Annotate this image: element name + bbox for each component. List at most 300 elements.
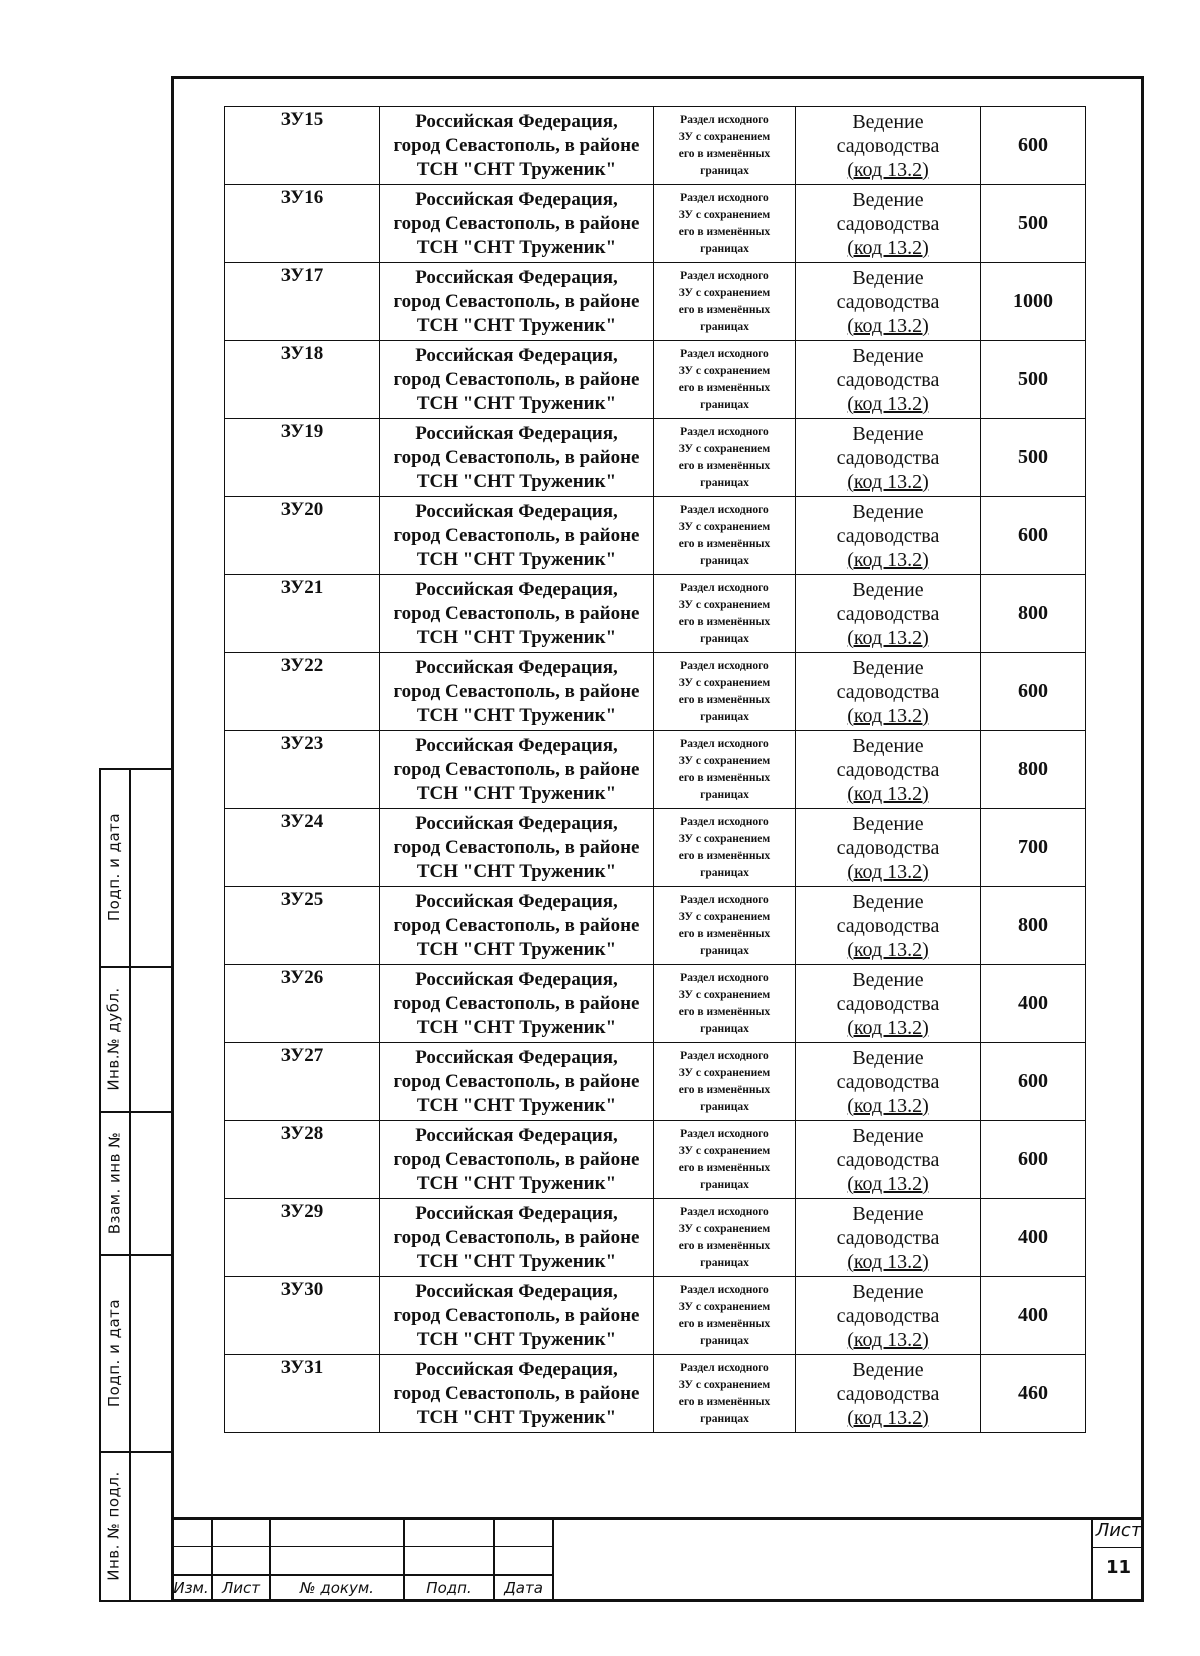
data-label: Дата [504, 1579, 543, 1597]
area-line-1: 500 [1018, 368, 1048, 390]
permitted-use-line-2: садоводства [836, 368, 940, 391]
plot-id-cell [225, 1121, 380, 1199]
formation-type-line-4: границах [700, 1178, 749, 1191]
area-line-1: 1000 [1013, 290, 1053, 312]
permitted-use-line-3: (код 13.2) [847, 938, 929, 961]
address-cell [380, 107, 654, 185]
address-line-2: город Севастополь, в районе [393, 1226, 640, 1248]
title-block [171, 1517, 1144, 1602]
formation-type-cell [654, 185, 796, 263]
permitted-use-line-3: (код 13.2) [847, 860, 929, 883]
formation-type-line-2: ЗУ с сохранением [678, 1066, 771, 1079]
address-line-1: Российская Федерация, [415, 890, 618, 912]
address-line-1: Российская Федерация, [415, 266, 618, 288]
address-cell [380, 1277, 654, 1355]
formation-type-cell [654, 107, 796, 185]
permitted-use-cell [796, 809, 981, 887]
address-line-1: Российская Федерация, [415, 188, 618, 210]
address-cell [380, 887, 654, 965]
address-line-1: Российская Федерация, [415, 500, 618, 522]
permitted-use-line-1: Ведение [852, 1202, 924, 1225]
formation-type-line-3: его в изменённых [678, 303, 771, 316]
area-line-1: 460 [1018, 1382, 1048, 1404]
address-line-2: город Севастополь, в районе [393, 602, 640, 624]
permitted-use-line-2: садоводства [836, 680, 940, 703]
plot-id-cell [225, 107, 380, 185]
formation-type-line-4: границах [700, 242, 749, 255]
address-line-3: ТСН "СНТ Труженик" [416, 1094, 617, 1116]
permitted-use-line-3: (код 13.2) [847, 1094, 929, 1117]
table-row [225, 731, 1086, 809]
area-cell [981, 419, 1086, 497]
table-row [225, 1277, 1086, 1355]
plot-id-cell [225, 731, 380, 809]
plot-id-cell [225, 497, 380, 575]
address-line-2: город Севастополь, в районе [393, 680, 640, 702]
permitted-use-line-2: садоводства [836, 914, 940, 937]
side-label-podp-data-bottom: Подп. и дата [105, 1298, 123, 1407]
permitted-use-line-1: Ведение [852, 578, 924, 601]
plot-id-line-1: ЗУ16 [280, 187, 324, 208]
address-line-3: ТСН "СНТ Труженик" [416, 782, 617, 804]
formation-type-line-1: Раздел исходного [680, 1127, 769, 1140]
address-line-3: ТСН "СНТ Труженик" [416, 314, 617, 336]
permitted-use-line-3: (код 13.2) [847, 158, 929, 181]
permitted-use-cell [796, 1277, 981, 1355]
formation-type-cell [654, 887, 796, 965]
permitted-use-line-2: садоводства [836, 1148, 940, 1171]
address-line-1: Российская Федерация, [415, 968, 618, 990]
address-line-3: ТСН "СНТ Труженик" [416, 1016, 617, 1038]
formation-type-line-3: его в изменённых [678, 849, 771, 862]
address-line-3: ТСН "СНТ Труженик" [416, 860, 617, 882]
formation-type-cell [654, 263, 796, 341]
plot-id-line-1: ЗУ31 [280, 1357, 324, 1378]
permitted-use-line-1: Ведение [852, 812, 924, 835]
area-cell [981, 1199, 1086, 1277]
area-line-1: 400 [1018, 992, 1048, 1014]
area-cell [981, 809, 1086, 887]
formation-type-line-3: его в изменённых [678, 1161, 771, 1174]
formation-type-line-3: его в изменённых [678, 537, 771, 550]
address-line-3: ТСН "СНТ Труженик" [416, 236, 617, 258]
table-row [225, 263, 1086, 341]
formation-type-line-3: его в изменённых [678, 615, 771, 628]
formation-type-line-4: границах [700, 1100, 749, 1113]
address-line-2: город Севастополь, в районе [393, 446, 640, 468]
plot-id-cell [225, 263, 380, 341]
permitted-use-cell [796, 419, 981, 497]
address-cell [380, 185, 654, 263]
formation-type-cell [654, 341, 796, 419]
formation-type-line-3: его в изменённых [678, 1395, 771, 1408]
address-cell [380, 263, 654, 341]
address-cell [380, 1121, 654, 1199]
formation-type-line-2: ЗУ с сохранением [678, 1222, 771, 1235]
permitted-use-line-2: садоводства [836, 1382, 940, 1405]
formation-type-line-2: ЗУ с сохранением [678, 988, 771, 1001]
formation-type-line-3: его в изменённых [678, 1005, 771, 1018]
side-label-podp-data-top: Подп. и дата [105, 812, 123, 922]
formation-type-line-1: Раздел исходного [680, 503, 769, 516]
area-cell [981, 185, 1086, 263]
formation-type-line-3: его в изменённых [678, 771, 771, 784]
address-line-3: ТСН "СНТ Труженик" [416, 704, 617, 726]
permitted-use-line-2: садоводства [836, 1226, 940, 1249]
address-line-2: город Севастополь, в районе [393, 134, 640, 156]
plot-id-cell [225, 965, 380, 1043]
permitted-use-line-2: садоводства [836, 1304, 940, 1327]
permitted-use-line-1: Ведение [852, 344, 924, 367]
formation-type-line-2: ЗУ с сохранением [678, 442, 771, 455]
formation-type-line-2: ЗУ с сохранением [678, 676, 771, 689]
address-line-2: город Севастополь, в районе [393, 290, 640, 312]
plot-id-cell [225, 1043, 380, 1121]
side-stamp [99, 768, 171, 1602]
address-line-1: Российская Федерация, [415, 344, 618, 366]
permitted-use-line-3: (код 13.2) [847, 1328, 929, 1351]
permitted-use-line-1: Ведение [852, 968, 924, 991]
area-cell [981, 497, 1086, 575]
plot-id-line-1: ЗУ22 [280, 655, 324, 676]
address-line-3: ТСН "СНТ Труженик" [416, 938, 617, 960]
permitted-use-line-3: (код 13.2) [847, 314, 929, 337]
formation-type-cell [654, 1277, 796, 1355]
permitted-use-line-3: (код 13.2) [847, 548, 929, 571]
formation-type-line-3: его в изменённых [678, 1083, 771, 1096]
address-cell [380, 341, 654, 419]
address-cell [380, 1355, 654, 1433]
area-cell [981, 1043, 1086, 1121]
address-line-1: Российская Федерация, [415, 422, 618, 444]
address-line-2: город Севастополь, в районе [393, 836, 640, 858]
plot-id-line-1: ЗУ17 [280, 265, 324, 286]
address-cell [380, 653, 654, 731]
formation-type-line-1: Раздел исходного [680, 815, 769, 828]
permitted-use-line-3: (код 13.2) [847, 1016, 929, 1039]
side-label-inv-dubl: Инв.№ дубл. [105, 986, 124, 1091]
table-row [225, 1199, 1086, 1277]
formation-type-line-4: границах [700, 866, 749, 879]
permitted-use-line-1: Ведение [852, 1046, 924, 1069]
permitted-use-line-3: (код 13.2) [847, 236, 929, 259]
permitted-use-line-3: (код 13.2) [847, 782, 929, 805]
permitted-use-line-2: садоводства [836, 446, 940, 469]
plot-id-cell [225, 1277, 380, 1355]
formation-type-line-1: Раздел исходного [680, 1361, 769, 1374]
plot-id-line-1: ЗУ26 [280, 967, 324, 988]
formation-type-line-1: Раздел исходного [680, 1205, 769, 1218]
area-line-1: 600 [1018, 680, 1048, 702]
address-line-3: ТСН "СНТ Труженик" [416, 392, 617, 414]
table-row [225, 965, 1086, 1043]
permitted-use-line-3: (код 13.2) [847, 704, 929, 727]
address-line-3: ТСН "СНТ Труженик" [416, 470, 617, 492]
permitted-use-line-2: садоводства [836, 1070, 940, 1093]
formation-type-line-1: Раздел исходного [680, 269, 769, 282]
formation-type-line-2: ЗУ с сохранением [678, 1378, 771, 1391]
permitted-use-cell [796, 575, 981, 653]
formation-type-line-1: Раздел исходного [680, 659, 769, 672]
formation-type-line-3: его в изменённых [678, 225, 771, 238]
podp-label: Подп. [426, 1579, 472, 1597]
formation-type-line-1: Раздел исходного [680, 1283, 769, 1296]
table-row [225, 809, 1086, 887]
formation-type-line-4: границах [700, 1412, 749, 1425]
formation-type-line-1: Раздел исходного [680, 425, 769, 438]
permitted-use-cell [796, 1355, 981, 1433]
formation-type-line-3: его в изменённых [678, 1317, 771, 1330]
formation-type-line-1: Раздел исходного [680, 113, 769, 126]
plot-id-line-1: ЗУ20 [280, 499, 324, 520]
formation-type-cell [654, 1199, 796, 1277]
plot-id-cell [225, 1355, 380, 1433]
address-line-2: город Севастополь, в районе [393, 1148, 640, 1170]
permitted-use-line-2: садоводства [836, 212, 940, 235]
area-cell [981, 653, 1086, 731]
formation-type-line-4: границах [700, 1334, 749, 1347]
plot-id-line-1: ЗУ30 [280, 1279, 324, 1300]
permitted-use-line-3: (код 13.2) [847, 626, 929, 649]
address-line-2: город Севастополь, в районе [393, 524, 640, 546]
address-line-2: город Севастополь, в районе [393, 992, 640, 1014]
formation-type-line-2: ЗУ с сохранением [678, 754, 771, 767]
plot-id-cell [225, 341, 380, 419]
plot-id-line-1: ЗУ28 [280, 1123, 324, 1144]
permitted-use-cell [796, 887, 981, 965]
formation-type-line-4: границах [700, 554, 749, 567]
address-line-2: город Севастополь, в районе [393, 1070, 640, 1092]
permitted-use-line-2: садоводства [836, 836, 940, 859]
formation-type-line-4: границах [700, 632, 749, 645]
plot-id-line-1: ЗУ18 [280, 343, 324, 364]
formation-type-line-4: границах [700, 398, 749, 411]
formation-type-line-1: Раздел исходного [680, 191, 769, 204]
permitted-use-line-1: Ведение [852, 1124, 924, 1147]
plot-id-line-1: ЗУ27 [280, 1045, 324, 1066]
area-line-1: 500 [1018, 212, 1048, 234]
area-line-1: 600 [1018, 134, 1048, 156]
formation-type-line-2: ЗУ с сохранением [678, 1300, 771, 1313]
permitted-use-cell [796, 1199, 981, 1277]
plot-id-cell [225, 419, 380, 497]
area-cell [981, 1121, 1086, 1199]
address-line-2: город Севастополь, в районе [393, 1382, 640, 1404]
address-line-1: Российская Федерация, [415, 734, 618, 756]
formation-type-line-4: границах [700, 788, 749, 801]
area-cell [981, 107, 1086, 185]
address-line-1: Российская Федерация, [415, 1280, 618, 1302]
formation-type-cell [654, 1043, 796, 1121]
formation-type-line-1: Раздел исходного [680, 971, 769, 984]
permitted-use-line-2: садоводства [836, 602, 940, 625]
address-line-2: город Севастополь, в районе [393, 758, 640, 780]
address-cell [380, 1199, 654, 1277]
formation-type-line-2: ЗУ с сохранением [678, 520, 771, 533]
formation-type-line-4: границах [700, 1022, 749, 1035]
formation-type-line-3: его в изменённых [678, 693, 771, 706]
table-row [225, 185, 1086, 263]
address-line-1: Российская Федерация, [415, 1202, 618, 1224]
formation-type-line-3: его в изменённых [678, 459, 771, 472]
formation-type-cell [654, 1355, 796, 1433]
formation-type-line-2: ЗУ с сохранением [678, 832, 771, 845]
sheet-label: Лист [1095, 1520, 1142, 1541]
table-row [225, 341, 1086, 419]
address-cell [380, 731, 654, 809]
area-cell [981, 1355, 1086, 1433]
formation-type-line-4: границах [700, 476, 749, 489]
plot-id-line-1: ЗУ24 [280, 811, 324, 832]
permitted-use-line-3: (код 13.2) [847, 1250, 929, 1273]
formation-type-cell [654, 731, 796, 809]
formation-type-line-2: ЗУ с сохранением [678, 364, 771, 377]
address-line-1: Российская Федерация, [415, 656, 618, 678]
address-line-3: ТСН "СНТ Труженик" [416, 1172, 617, 1194]
formation-type-line-1: Раздел исходного [680, 1049, 769, 1062]
address-cell [380, 1043, 654, 1121]
plot-id-cell [225, 809, 380, 887]
area-cell [981, 263, 1086, 341]
table-row [225, 419, 1086, 497]
address-cell [380, 575, 654, 653]
plot-id-cell [225, 185, 380, 263]
permitted-use-cell [796, 263, 981, 341]
plot-id-line-1: ЗУ25 [280, 889, 324, 910]
formation-type-line-2: ЗУ с сохранением [678, 598, 771, 611]
formation-type-line-1: Раздел исходного [680, 893, 769, 906]
formation-type-line-4: границах [700, 1256, 749, 1269]
permitted-use-line-3: (код 13.2) [847, 392, 929, 415]
list-label: Лист [221, 1579, 260, 1597]
formation-type-cell [654, 1121, 796, 1199]
plot-id-cell [225, 575, 380, 653]
address-cell [380, 497, 654, 575]
permitted-use-cell [796, 1043, 981, 1121]
plot-id-line-1: ЗУ29 [280, 1201, 324, 1222]
permitted-use-line-1: Ведение [852, 500, 924, 523]
address-line-1: Российская Федерация, [415, 1124, 618, 1146]
formation-type-line-3: его в изменённых [678, 147, 771, 160]
permitted-use-line-2: садоводства [836, 524, 940, 547]
permitted-use-line-2: садоводства [836, 134, 940, 157]
permitted-use-line-3: (код 13.2) [847, 1172, 929, 1195]
area-line-1: 800 [1018, 758, 1048, 780]
sheet-number: 11 [1105, 1557, 1132, 1578]
formation-type-line-2: ЗУ с сохранением [678, 208, 771, 221]
table-row [225, 887, 1086, 965]
address-cell [380, 809, 654, 887]
land-plots-table [224, 106, 1086, 1433]
formation-type-line-3: его в изменённых [678, 927, 771, 940]
permitted-use-line-1: Ведение [852, 890, 924, 913]
formation-type-line-4: границах [700, 710, 749, 723]
formation-type-line-1: Раздел исходного [680, 347, 769, 360]
address-line-1: Российская Федерация, [415, 812, 618, 834]
table-row [225, 653, 1086, 731]
formation-type-cell [654, 653, 796, 731]
plot-id-line-1: ЗУ21 [280, 577, 324, 598]
formation-type-line-2: ЗУ с сохранением [678, 910, 771, 923]
side-label-inv-podl: Инв. № подл. [105, 1470, 124, 1581]
area-line-1: 500 [1018, 446, 1048, 468]
area-cell [981, 575, 1086, 653]
area-cell [981, 965, 1086, 1043]
permitted-use-cell [796, 731, 981, 809]
permitted-use-line-1: Ведение [852, 422, 924, 445]
formation-type-cell [654, 965, 796, 1043]
formation-type-cell [654, 497, 796, 575]
permitted-use-line-1: Ведение [852, 1280, 924, 1303]
plot-id-cell [225, 653, 380, 731]
address-line-1: Российская Федерация, [415, 110, 618, 132]
area-line-1: 400 [1018, 1304, 1048, 1326]
area-line-1: 800 [1018, 602, 1048, 624]
area-cell [981, 1277, 1086, 1355]
plot-id-line-1: ЗУ23 [280, 733, 324, 754]
formation-type-line-3: его в изменённых [678, 381, 771, 394]
permitted-use-line-3: (код 13.2) [847, 1406, 929, 1429]
formation-type-line-4: границах [700, 164, 749, 177]
n-dokum-label: № докум. [300, 1579, 374, 1597]
table-row [225, 575, 1086, 653]
table-row [225, 497, 1086, 575]
formation-type-line-2: ЗУ с сохранением [678, 286, 771, 299]
plot-id-cell [225, 1199, 380, 1277]
table-row [225, 1043, 1086, 1121]
permitted-use-line-2: садоводства [836, 992, 940, 1015]
formation-type-cell [654, 809, 796, 887]
permitted-use-line-1: Ведение [852, 110, 924, 133]
address-line-3: ТСН "СНТ Труженик" [416, 158, 617, 180]
formation-type-line-1: Раздел исходного [680, 737, 769, 750]
formation-type-line-4: границах [700, 944, 749, 957]
address-line-2: город Севастополь, в районе [393, 212, 640, 234]
permitted-use-cell [796, 653, 981, 731]
plot-id-line-1: ЗУ15 [280, 109, 324, 130]
area-line-1: 700 [1018, 836, 1048, 858]
area-cell [981, 887, 1086, 965]
permitted-use-line-1: Ведение [852, 188, 924, 211]
address-line-1: Российская Федерация, [415, 1046, 618, 1068]
formation-type-line-1: Раздел исходного [680, 581, 769, 594]
permitted-use-line-1: Ведение [852, 734, 924, 757]
area-cell [981, 341, 1086, 419]
permitted-use-cell [796, 107, 981, 185]
formation-type-line-2: ЗУ с сохранением [678, 1144, 771, 1157]
table-body [225, 107, 1086, 1433]
formation-type-cell [654, 419, 796, 497]
permitted-use-line-3: (код 13.2) [847, 470, 929, 493]
formation-type-line-3: его в изменённых [678, 1239, 771, 1252]
permitted-use-line-1: Ведение [852, 656, 924, 679]
area-line-1: 600 [1018, 524, 1048, 546]
permitted-use-line-2: садоводства [836, 758, 940, 781]
area-line-1: 600 [1018, 1148, 1048, 1170]
address-line-2: город Севастополь, в районе [393, 368, 640, 390]
permitted-use-line-1: Ведение [852, 1358, 924, 1381]
permitted-use-line-1: Ведение [852, 266, 924, 289]
table-row [225, 1121, 1086, 1199]
address-line-2: город Севастополь, в районе [393, 914, 640, 936]
address-line-1: Российская Федерация, [415, 578, 618, 600]
permitted-use-cell [796, 185, 981, 263]
permitted-use-cell [796, 965, 981, 1043]
plot-id-cell [225, 887, 380, 965]
area-line-1: 800 [1018, 914, 1048, 936]
izm-label: Изм. [173, 1579, 209, 1597]
area-line-1: 600 [1018, 1070, 1048, 1092]
